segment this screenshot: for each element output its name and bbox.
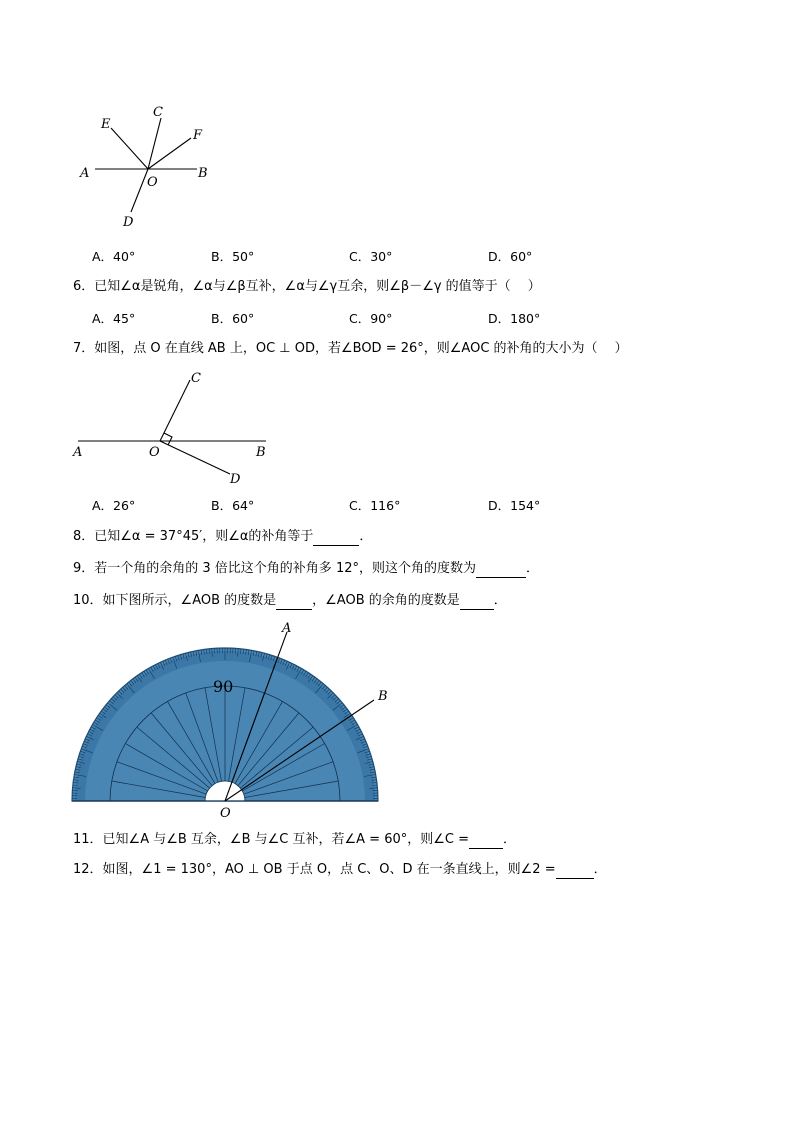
- q9-answer-blank[interactable]: [476, 561, 526, 578]
- q10-answer-blank-2[interactable]: [460, 593, 494, 610]
- label-e: E: [101, 117, 111, 132]
- q12-answer-blank[interactable]: [556, 862, 594, 879]
- label-o: O: [147, 175, 158, 190]
- label-o: O: [149, 445, 160, 460]
- q7-option-c: C．116°: [349, 498, 401, 513]
- q5-option-a: A．40°: [92, 249, 136, 264]
- figure-q5-angles: [75, 100, 225, 235]
- q7-option-b: B．64°: [211, 498, 255, 513]
- protractor-center-label: 90: [213, 677, 234, 696]
- question-10-text-2: ，∠AOB 的余角的度数是: [312, 593, 460, 608]
- question-8-end: ．: [359, 529, 373, 544]
- question-8-text: 8．已知∠α = 37°45′，则∠α的补角等于: [73, 529, 314, 544]
- label-b: B: [378, 689, 388, 704]
- question-7: 7．如图，点 O 在直线 AB 上，OC ⊥ OD，若∠BOD = 26°，则∠AOC 的补角的大小为（ ）: [73, 341, 628, 356]
- q5-option-b: B．50°: [211, 249, 255, 264]
- figure-q10-protractor: [70, 618, 390, 823]
- q7-option-a: A．26°: [92, 498, 136, 513]
- q5-option-c: C．30°: [349, 249, 393, 264]
- q5-option-d: D．60°: [488, 249, 533, 264]
- question-9: [73, 561, 539, 578]
- q6-option-a: A．45°: [92, 311, 136, 326]
- label-a: A: [80, 166, 90, 181]
- q8-answer-blank[interactable]: [313, 529, 359, 546]
- label-b: B: [256, 445, 266, 460]
- question-10-text-1: 10．如下图所示，∠AOB 的度数是: [73, 593, 277, 608]
- label-c: C: [153, 105, 163, 120]
- question-12: [73, 862, 607, 879]
- question-9-text: 9．若一个角的余角的 3 倍比这个角的补角多 12°，则这个角的度数为: [73, 561, 476, 576]
- q6-option-c: C．90°: [349, 311, 393, 326]
- q10-answer-blank-1[interactable]: [276, 593, 312, 610]
- label-a: A: [73, 445, 83, 460]
- q11-answer-blank[interactable]: [469, 832, 503, 849]
- question-6: 6．已知∠α是锐角，∠α与∠β互补，∠α与∠γ互余，则∠β－∠γ 的值等于（ ）: [73, 279, 541, 294]
- label-c: C: [191, 371, 201, 386]
- label-a: A: [282, 621, 292, 636]
- label-d: D: [230, 472, 241, 487]
- label-d: D: [123, 215, 134, 230]
- q7-option-d: D．154°: [488, 498, 541, 513]
- q6-option-d: D．180°: [488, 311, 541, 326]
- label-f: F: [193, 128, 203, 143]
- figure-q7-perpendicular: [70, 366, 280, 486]
- question-11-text: 11．已知∠A 与∠B 互余，∠B 与∠C 互补，若∠A = 60°，则∠C =: [73, 832, 469, 847]
- question-11-end: ．: [503, 832, 517, 847]
- label-b: B: [198, 166, 208, 181]
- question-9-end: ．: [525, 561, 539, 576]
- question-11: [73, 832, 516, 849]
- question-12-end: ．: [593, 862, 607, 877]
- question-12-text: 12．如图，∠1 = 130°，AO ⊥ OB 于点 O，点 C、O、D 在一条直线上，则∠2 =: [73, 862, 556, 877]
- question-10: [73, 593, 507, 610]
- q6-option-b: B．60°: [211, 311, 255, 326]
- label-o: O: [220, 806, 231, 821]
- question-8: [73, 529, 372, 546]
- question-10-end: ．: [493, 593, 507, 608]
